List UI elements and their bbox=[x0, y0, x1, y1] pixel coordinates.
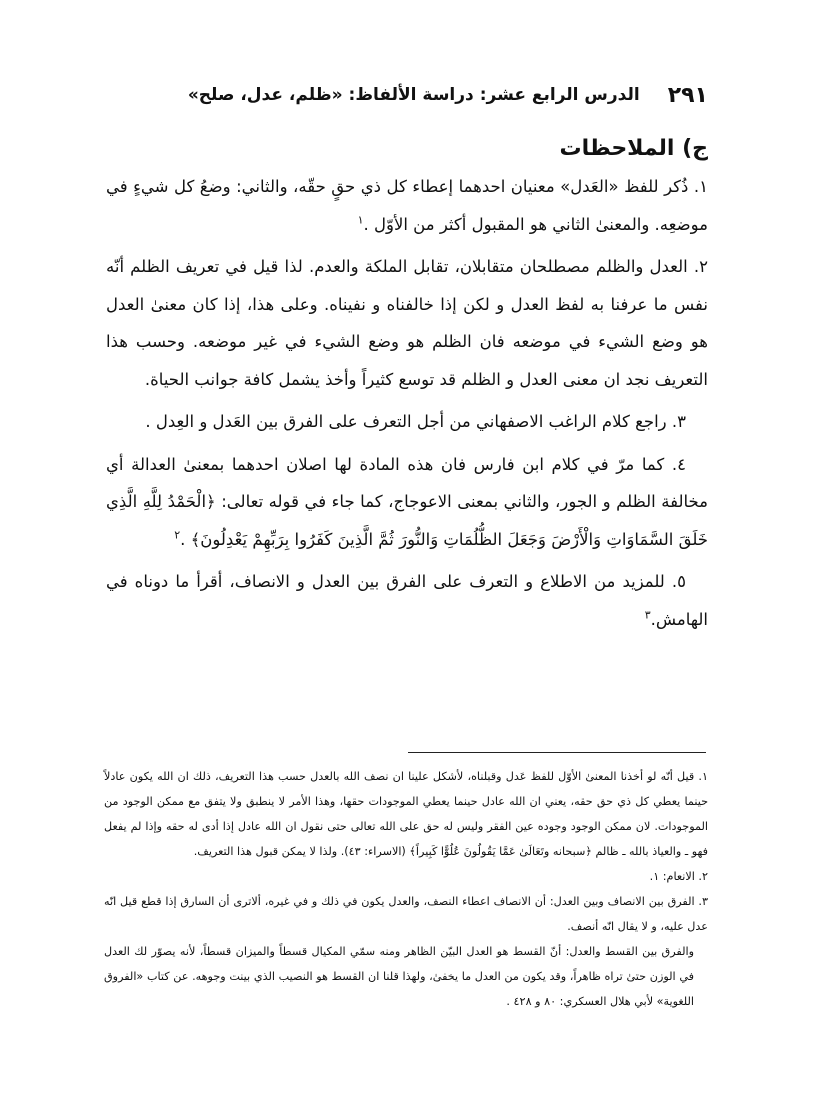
page-number: ٢٩١ bbox=[667, 82, 708, 108]
notes-body bbox=[106, 168, 708, 643]
note-paragraph-4: ٤. كما مرّ في كلام ابن فارس فان هذه المادة لها اصلان احدهما بمعنىٰ العدالة أي مخالفة الظلم و الجور، والثاني بمعنى الاعوجاج، كما جاء في قوله تعالى: ﴿الْحَمْدُ لِلَّهِ الَّذِي خَلَقَ السَّمَاوَاتِ وَالْأَرْضَ وَجَعَلَ الظُّلُمَاتِ وَالنُّورَ ثُمَّ الَّذِينَ كَفَرُوا بِرَبِّهِمْ يَعْدِلُونَ﴾ .$^٢$ bbox=[106, 454, 708, 549]
note-paragraph-5: ٥. للمزيد من الاطلاع و التعرف على الفرق بين العدل و الانصاف، أقرأ ما دوناه في الهامش.$^٣$ bbox=[106, 572, 708, 629]
footnotes bbox=[104, 764, 708, 1014]
footnote-3: ٣. الفرق بين الانصاف وبين العدل: أن الانصاف اعطاء النصف، والعدل يكون في ذلك و في غيره، ألاترى أن السارق إذا قطع قيل انّه عدل عليه، و لا يقال انّه أنصف. bbox=[104, 895, 708, 933]
note-paragraph-2: ٢. العدل والظلم مصطلحان متقابلان، تقابل الملكة والعدم. لذا قيل في تعريف الظلم أنّه نفس ما عرفنا به لفظ العدل و لكن إذا خالفناه و نفيناه. وعلى هذا، إذا كان معنىٰ العدل هو وضع الشيء في موضعه فان الظلم هو وضع الشيء في غير موضعه. وحسب هذا التعريف نجد ان معنى العدل و الظلم قد توسع كثيراً وأخذ يشمل كافة جوانب الحياة. bbox=[106, 257, 708, 389]
footnote-ref-3[interactable]: ٣ bbox=[644, 608, 651, 621]
footnote-1: ١. قيل أنّه لو أخذنا المعنىٰ الأوّل للفظ عَدل وقبلناه، لأشكل علينا ان نصف الله بالعدل حسب هذا التعريف، ذلك ان الله يكون عادلاً حينما يعطي كل ذي حق حقه، يعني ان الله عادل حينما يعطي الموجودات حقها، وهذا الأمر لا ينطبق ولا يتفق مع ممكن الوجود من الموجودات. لان ممكن الوجود وجوده عين الفقر وليس له حق على الله تعالى حتى نقول ان الله عادل إذا أدى له حقه وإذا لم يفعل فهو ـ والعياذ بالله ـ ظالم ﴿سبحانه وتَعَالَىٰ عَمَّا يَقُولُونَ عُلُوًّا كَبِيراً﴾ (الاسراء: ٤٣). ولذا لا يمكن قبول هذا التعريف. bbox=[104, 770, 708, 858]
note-paragraph-3: ٣. راجع كلام الراغب الاصفهاني من أجل التعرف على الفرق بين العَدل و العِدل . bbox=[145, 412, 686, 431]
footnote-divider bbox=[408, 752, 706, 753]
running-title: الدرس الرابع عشر: دراسة الألفاظ: «ظلم، عدل، صلح» bbox=[187, 85, 640, 105]
footnote-3-continuation: والفرق بين القسط والعدل: أنّ القسط هو العدل البيّن الظاهر ومنه سمّي المكيال قسطاً والميزان قسطاً، لأنه يصوّر لك العدل في الوزن حتىٰ تراه ظاهراً، وقد يكون من العدل ما يخفىٰ، ولهذا قلنا ان القسط هو النصيب الذي بينت وجوهه. عن كتاب «الفروق اللغوية» لأبي هلال العسكري: ٨٠ و ٤٢٨ . bbox=[104, 945, 694, 1008]
running-header bbox=[187, 80, 708, 110]
footnote-2: ٢. الانعام: ١. bbox=[649, 870, 708, 883]
section-heading: ج) الملاحظات bbox=[559, 136, 708, 161]
note-paragraph-1: ١. ذُكر للفظ «العَدل» معنيان احدهما إعطاء كل ذي حقٍ حقّه، والثاني: وضعُ كل شيءٍ في موضعِه. والمعنىٰ الثاني هو المقبول أكثر من الأوّل .$^١$ bbox=[106, 177, 708, 234]
footnote-ref-1[interactable]: ١ bbox=[357, 213, 364, 226]
footnote-ref-2[interactable]: ٢ bbox=[174, 528, 181, 541]
